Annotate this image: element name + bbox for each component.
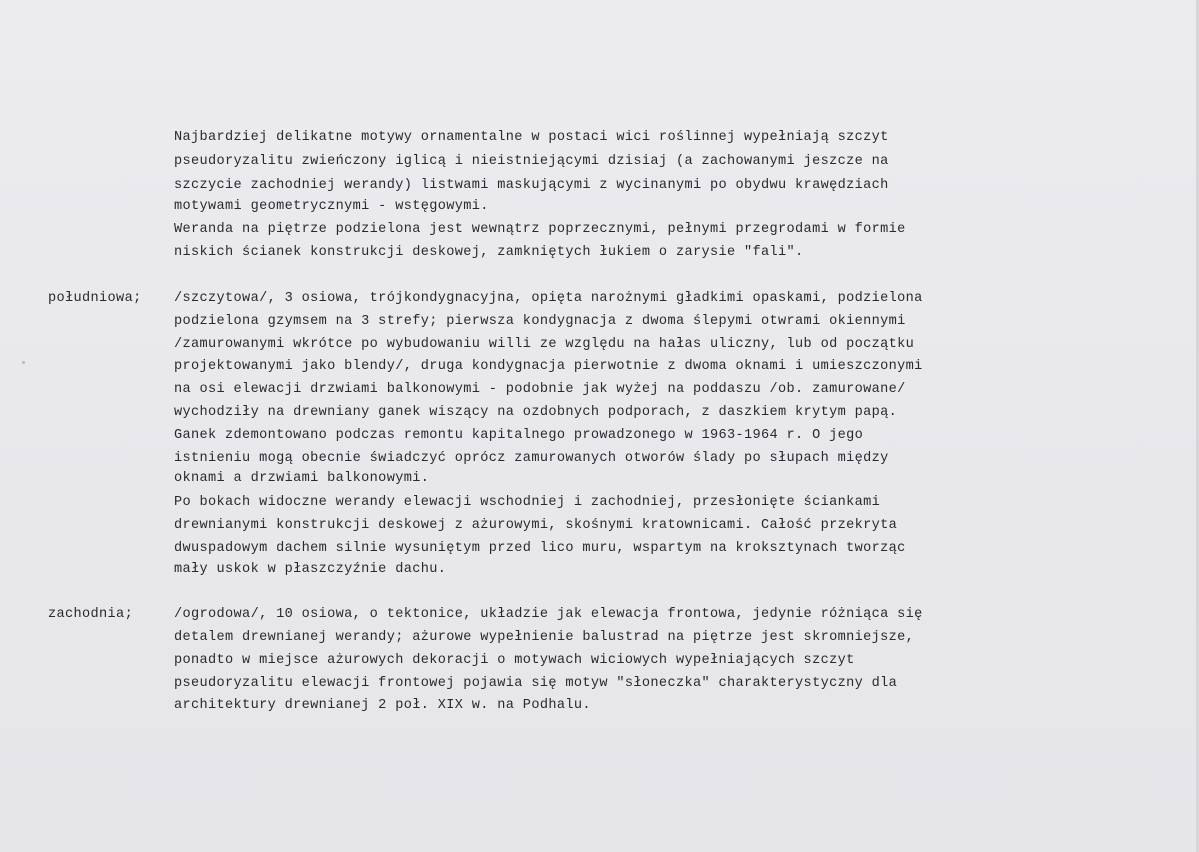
- text-line: wychodziły na drewniany ganek wiszący na ozdobnych podporach, z daszkiem krytym papą.: [174, 405, 898, 420]
- text-line: Po bokach widoczne werandy elewacji wschodniej i zachodniej, przesłonięte ściankami: [174, 495, 881, 510]
- section-label: południowa;: [48, 291, 142, 306]
- text-line: Weranda na piętrze podzielona jest wewnątrz poprzecznymi, pełnymi przegrodami w formie: [174, 222, 906, 237]
- text-line: mały uskok w płaszczyźnie dachu.: [174, 562, 447, 577]
- text-line: pseudoryzalitu zwieńczony iglicą i nieistniejącymi dzisiaj (a zachowanymi jeszcze na: [174, 154, 889, 169]
- text-line: istnieniu mogą obecnie świadczyć oprócz zamurowanych otworów ślady po słupach między: [174, 451, 889, 466]
- text-line: detalem drewnianej werandy; ażurowe wypełnienie balustrad na piętrze jest skromniejsze,: [174, 630, 915, 645]
- text-line: podzielona gzymsem na 3 strefy; pierwsza kondygnacja z dwoma ślepymi otwrami okiennymi: [174, 314, 906, 329]
- text-line: motywami geometrycznymi - wstęgowymi.: [174, 199, 489, 214]
- text-line: pseudoryzalitu elewacji frontowej pojawia się motyw "słoneczka" charakterystyczny dla: [174, 676, 898, 691]
- text-line: na osi elewacji drzwiami balkonowymi - podobnie jak wyżej na poddaszu /ob. zamurowane/: [174, 382, 906, 397]
- text-line: Ganek zdemontowano podczas remontu kapitalnego prowadzonego w 1963-1964 r. O jego: [174, 428, 864, 443]
- text-line: Najbardziej delikatne motywy ornamentalne w postaci wici roślinnej wypełniają szczyt: [174, 130, 889, 145]
- text-line: /ogrodowa/, 10 osiowa, o tektonice, układzie jak elewacja frontowa, jedynie różniąca się: [174, 607, 923, 622]
- text-line: dwuspadowym dachem silnie wysuniętym przed lico muru, wspartym na kroksztynach tworząc: [174, 541, 906, 556]
- text-line: ponadto w miejsce ażurowych dekoracji o motywach wiciowych wypełniających szczyt: [174, 653, 855, 668]
- text-line: szczycie zachodniej werandy) listwami maskującymi z wycinanymi po obydwu krawędziach: [174, 178, 889, 193]
- text-line: /zamurowanymi wkrótce po wybudowaniu willi ze względu na hałas uliczny, lub od początku: [174, 337, 915, 352]
- text-line: oknami a drzwiami balkonowymi.: [174, 471, 430, 486]
- text-line: niskich ścianek konstrukcji deskowej, zamkniętych łukiem o zarysie "fali".: [174, 245, 804, 260]
- text-line: drewnianymi konstrukcji deskowej z ażurowymi, skośnymi kratownicami. Całość przekryta: [174, 518, 898, 533]
- paper-speck: [22, 361, 25, 364]
- text-line: /szczytowa/, 3 osiowa, trójkondygnacyjna, opięta narożnymi gładkimi opaskami, podzielona: [174, 291, 923, 306]
- text-line: architektury drewnianej 2 poł. XIX w. na Podhalu.: [174, 698, 591, 713]
- section-label: zachodnia;: [48, 607, 134, 622]
- text-line: projektowanymi jako blendy/, druga kondygnacja pierwotnie z dwoma oknami i umieszczonymi: [174, 359, 923, 374]
